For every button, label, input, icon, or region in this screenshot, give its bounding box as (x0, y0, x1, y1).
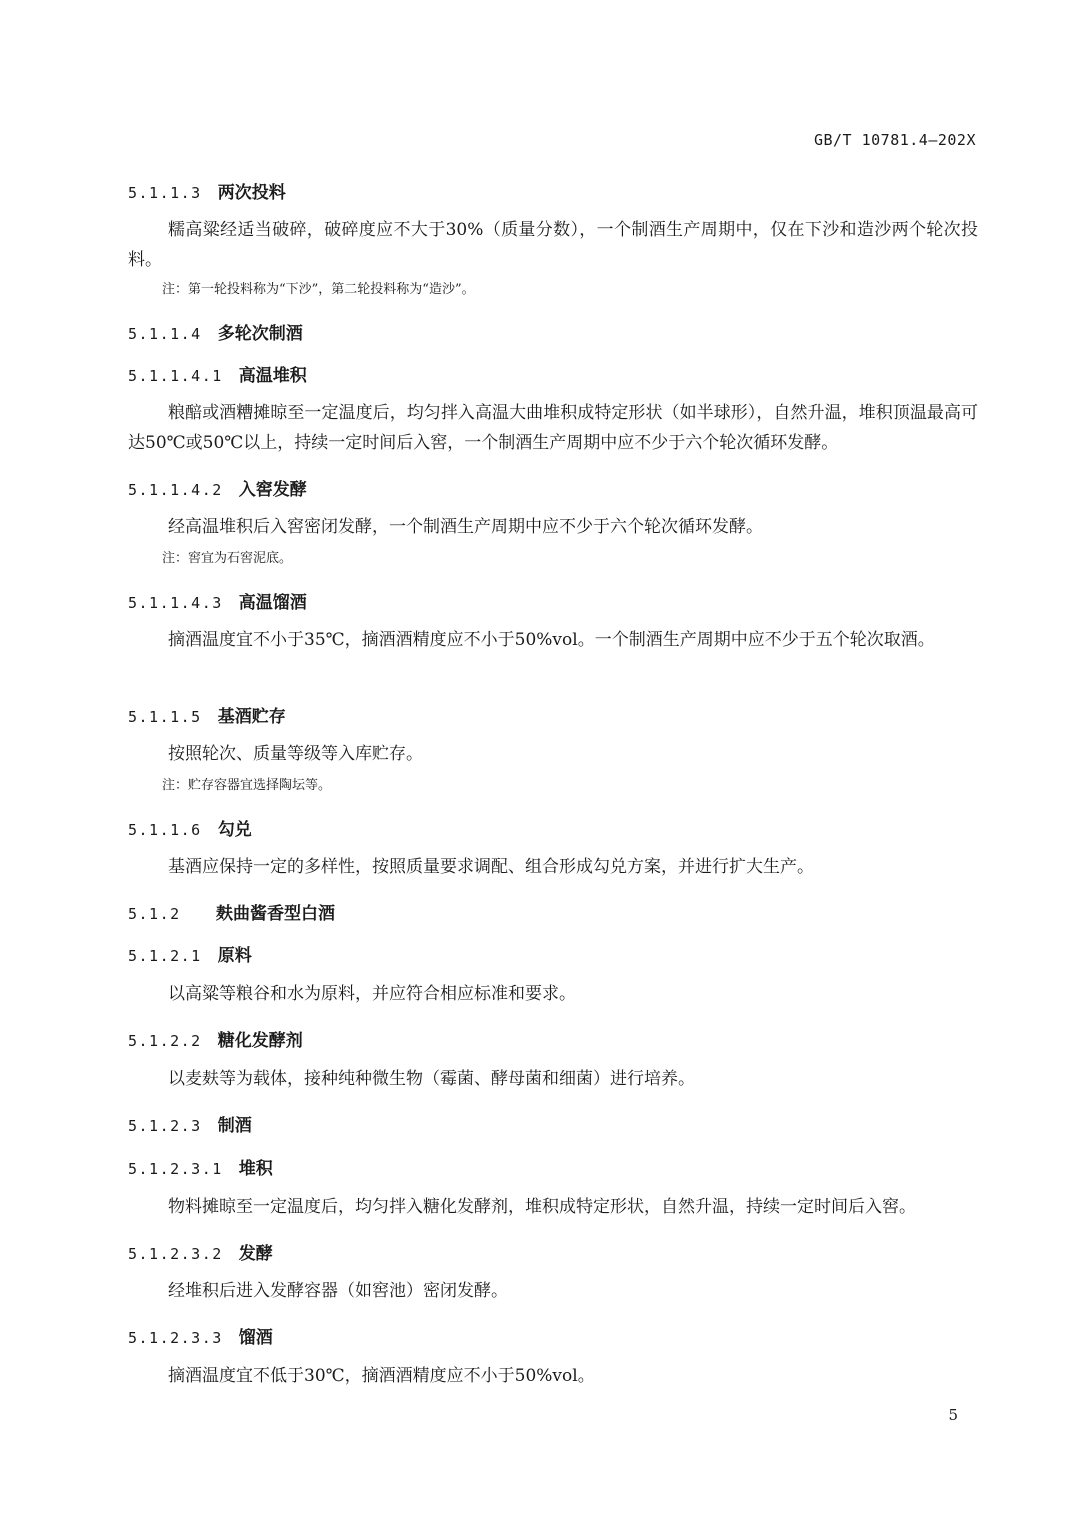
paragraph: 摘酒温度宜不小于35℃，摘酒酒精度应不小于50%vol。一个制酒生产周期中应不少于五个轮次取酒。 (168, 630, 935, 650)
paragraph: 基酒应保持一定的多样性，按照质量要求调配、组合形成勾兑方案，并进行扩大生产。 (168, 857, 814, 877)
section-heading (128, 475, 307, 500)
section-title: 馏酒 (238, 1328, 273, 1348)
section-number: 5.1.2.3 (128, 1117, 202, 1135)
section-heading (128, 1111, 252, 1136)
section-title: 原料 (217, 946, 252, 966)
section-number: 5.1.1.5 (128, 708, 202, 726)
section-title: 入窖发酵 (238, 480, 307, 500)
section-title: 高温馏酒 (238, 593, 307, 613)
section-heading (128, 899, 335, 924)
standard-code: GB/T 10781.4—202X (813, 131, 976, 149)
section-title: 糖化发酵剂 (217, 1031, 303, 1051)
paragraph: 经堆积后进入发酵容器（如窖池）密闭发酵。 (168, 1281, 508, 1301)
section-number: 5.1.1.4.1 (128, 367, 223, 385)
section-heading (128, 361, 307, 386)
section-title: 基酒贮存 (217, 707, 286, 727)
section-number: 5.1.2 (128, 905, 181, 923)
page-number: 5 (948, 1406, 958, 1424)
section-number: 5.1.2.3.3 (128, 1329, 223, 1347)
paragraph: 经高温堆积后入窖密闭发酵，一个制酒生产周期中应不少于六个轮次循环发酵。 (168, 517, 763, 537)
section-number: 5.1.1.3 (128, 184, 202, 202)
paragraph: 摘酒温度宜不低于30℃，摘酒酒精度应不小于50%vol。 (168, 1366, 595, 1386)
section-number: 5.1.2.2 (128, 1032, 202, 1050)
paragraph: 以麦麸等为载体，接种纯种微生物（霉菌、酵母菌和细菌）进行培养。 (168, 1069, 695, 1089)
paragraph: 糯高粱经适当破碎，破碎度应不大于30%（质量分数），一个制酒生产周期中，仅在下沙和造沙两个轮次投料。 (128, 220, 978, 270)
section-heading (128, 319, 303, 344)
section-heading (128, 941, 252, 966)
section-title: 发酵 (238, 1244, 273, 1264)
paragraph: 以高粱等粮谷和水为原料，并应符合相应标准和要求。 (168, 984, 576, 1004)
note: 注：贮存容器宜选择陶坛等。 (162, 778, 332, 793)
section-heading (128, 702, 286, 727)
section-heading (128, 1026, 303, 1051)
section-number: 5.1.2.3.2 (128, 1245, 223, 1263)
section-number: 5.1.1.4 (128, 325, 202, 343)
section-title: 堆积 (238, 1159, 273, 1179)
section-number: 5.1.1.4.2 (128, 481, 223, 499)
section-number: 5.1.1.6 (128, 821, 202, 839)
section-heading (128, 588, 307, 613)
section-title: 高温堆积 (238, 366, 307, 386)
section-title: 麸曲酱香型白酒 (216, 904, 335, 924)
section-title: 制酒 (217, 1116, 252, 1136)
note: 注：第一轮投料称为“下沙”，第二轮投料称为“造沙”。 (162, 282, 475, 297)
section-title: 多轮次制酒 (217, 324, 303, 344)
paragraph: 物料摊晾至一定温度后，均匀拌入糖化发酵剂，堆积成特定形状，自然升温，持续一定时间后入窖。 (168, 1197, 916, 1217)
section-number: 5.1.2.3.1 (128, 1160, 223, 1178)
section-heading (128, 1239, 273, 1264)
section-title: 两次投料 (217, 183, 286, 203)
paragraph: 按照轮次、质量等级等入库贮存。 (168, 744, 423, 764)
section-heading (128, 1323, 273, 1348)
section-heading (128, 178, 286, 203)
section-heading (128, 1154, 273, 1179)
paragraph: 粮醅或酒糟摊晾至一定温度后，均匀拌入高温大曲堆积成特定形状（如半球形），自然升温，堆积顶温最高可达50℃或50℃以上，持续一定时间后入窖，一个制酒生产周期中应不少于六个轮次循环发酵。 (128, 403, 978, 453)
section-number: 5.1.2.1 (128, 947, 202, 965)
section-number: 5.1.1.4.3 (128, 594, 223, 612)
note: 注：窖宜为石窖泥底。 (162, 551, 293, 566)
section-title: 勾兑 (217, 820, 252, 840)
section-heading (128, 815, 252, 840)
